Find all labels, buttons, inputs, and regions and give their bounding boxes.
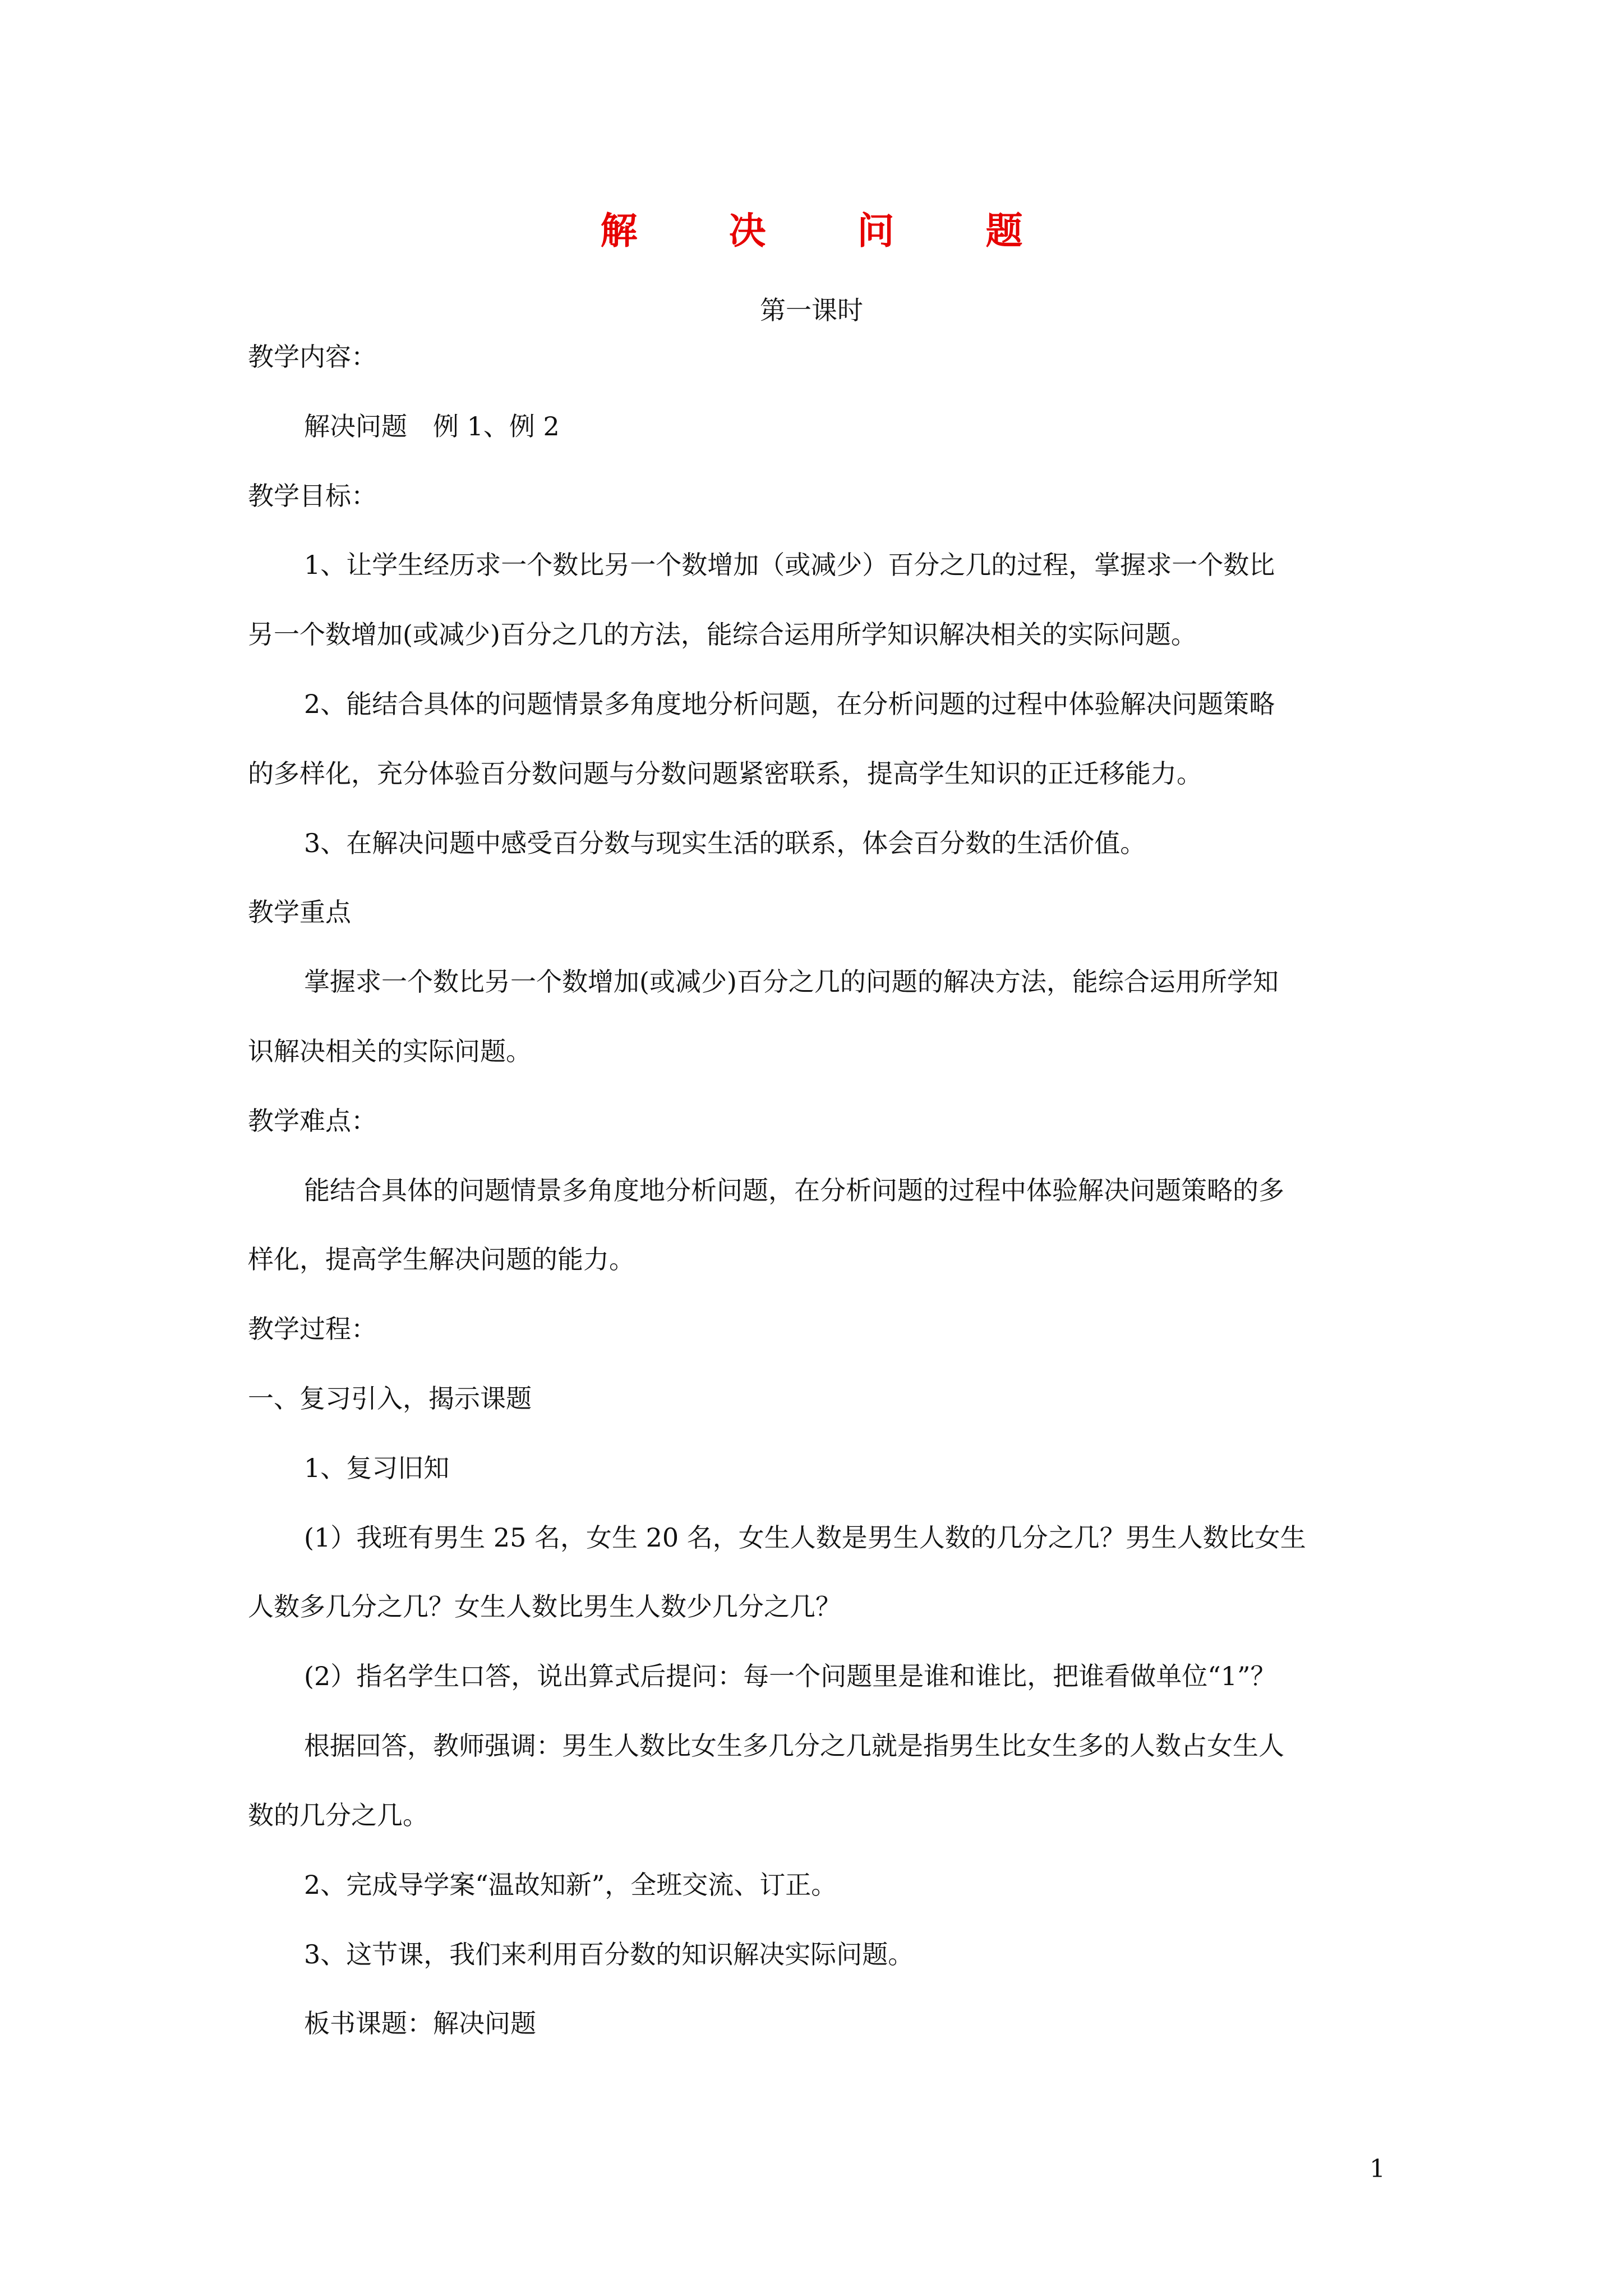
paragraph-line: 教学难点：	[248, 1106, 377, 1136]
paragraph-line: 教学过程：	[248, 1314, 377, 1344]
document-subtitle: 第一课时	[760, 295, 863, 325]
paragraph-line: 教学内容：	[248, 342, 377, 372]
paragraph-line-indented: 1、复习旧知	[304, 1453, 450, 1483]
paragraph-line-indented: 1、让学生经历求一个数比另一个数增加（或减少）百分之几的过程，掌握求一个数比	[304, 550, 1275, 580]
paragraph-line-indented: 板书课题：解决问题	[304, 2008, 536, 2039]
paragraph-line: 识解决相关的实际问题。	[248, 1036, 532, 1066]
paragraph-line-indented: 解决问题 例 1、例 2	[304, 411, 560, 441]
paragraph-line-indented: 3、在解决问题中感受百分数与现实生活的联系，体会百分数的生活价值。	[304, 828, 1146, 858]
paragraph-line-indented: 根据回答，教师强调：男生人数比女生多几分之几就是指男生比女生多的人数占女生人	[304, 1731, 1284, 1761]
paragraph-line: 样化，提高学生解决问题的能力。	[248, 1244, 635, 1274]
paragraph-line: 数的几分之几。	[248, 1800, 428, 1830]
paragraph-line: 教学重点	[248, 897, 351, 927]
paragraph-line-indented: 3、这节课，我们来利用百分数的知识解决实际问题。	[304, 1939, 914, 1970]
paragraph-line-indented: 2、能结合具体的问题情景多角度地分析问题，在分析问题的过程中体验解决问题策略	[304, 689, 1275, 719]
paragraph-line: 一、复习引入，揭示课题	[248, 1383, 532, 1414]
paragraph-line: 人数多几分之几？女生人数比男生人数少几分之几？	[248, 1591, 841, 1622]
paragraph-line-indented: 能结合具体的问题情景多角度地分析问题，在分析问题的过程中体验解决问题策略的多	[304, 1175, 1284, 1205]
page-number: 1	[1370, 2155, 1385, 2183]
paragraph-line-indented: (2）指名学生口答，说出算式后提问：每一个问题里是谁和谁比，把谁看做单位“1”？	[304, 1661, 1276, 1691]
paragraph-line: 教学目标：	[248, 481, 377, 511]
paragraph-line-indented: (1）我班有男生 25 名，女生 20 名，女生人数是男生人数的几分之几？男生人数比女生	[304, 1522, 1306, 1553]
paragraph-line: 另一个数增加(或减少)百分之几的方法，能综合运用所学知识解决相关的实际问题。	[248, 619, 1197, 650]
paragraph-line-indented: 掌握求一个数比另一个数增加(或减少)百分之几的问题的解决方法，能综合运用所学知	[304, 967, 1279, 997]
document-title: 解 决 问 题	[600, 209, 1062, 252]
paragraph-line-indented: 2、完成导学案“温故知新”，全班交流、订正。	[304, 1870, 837, 1900]
paragraph-line: 的多样化，充分体验百分数问题与分数问题紧密联系，提高学生知识的正迁移能力。	[248, 758, 1202, 789]
